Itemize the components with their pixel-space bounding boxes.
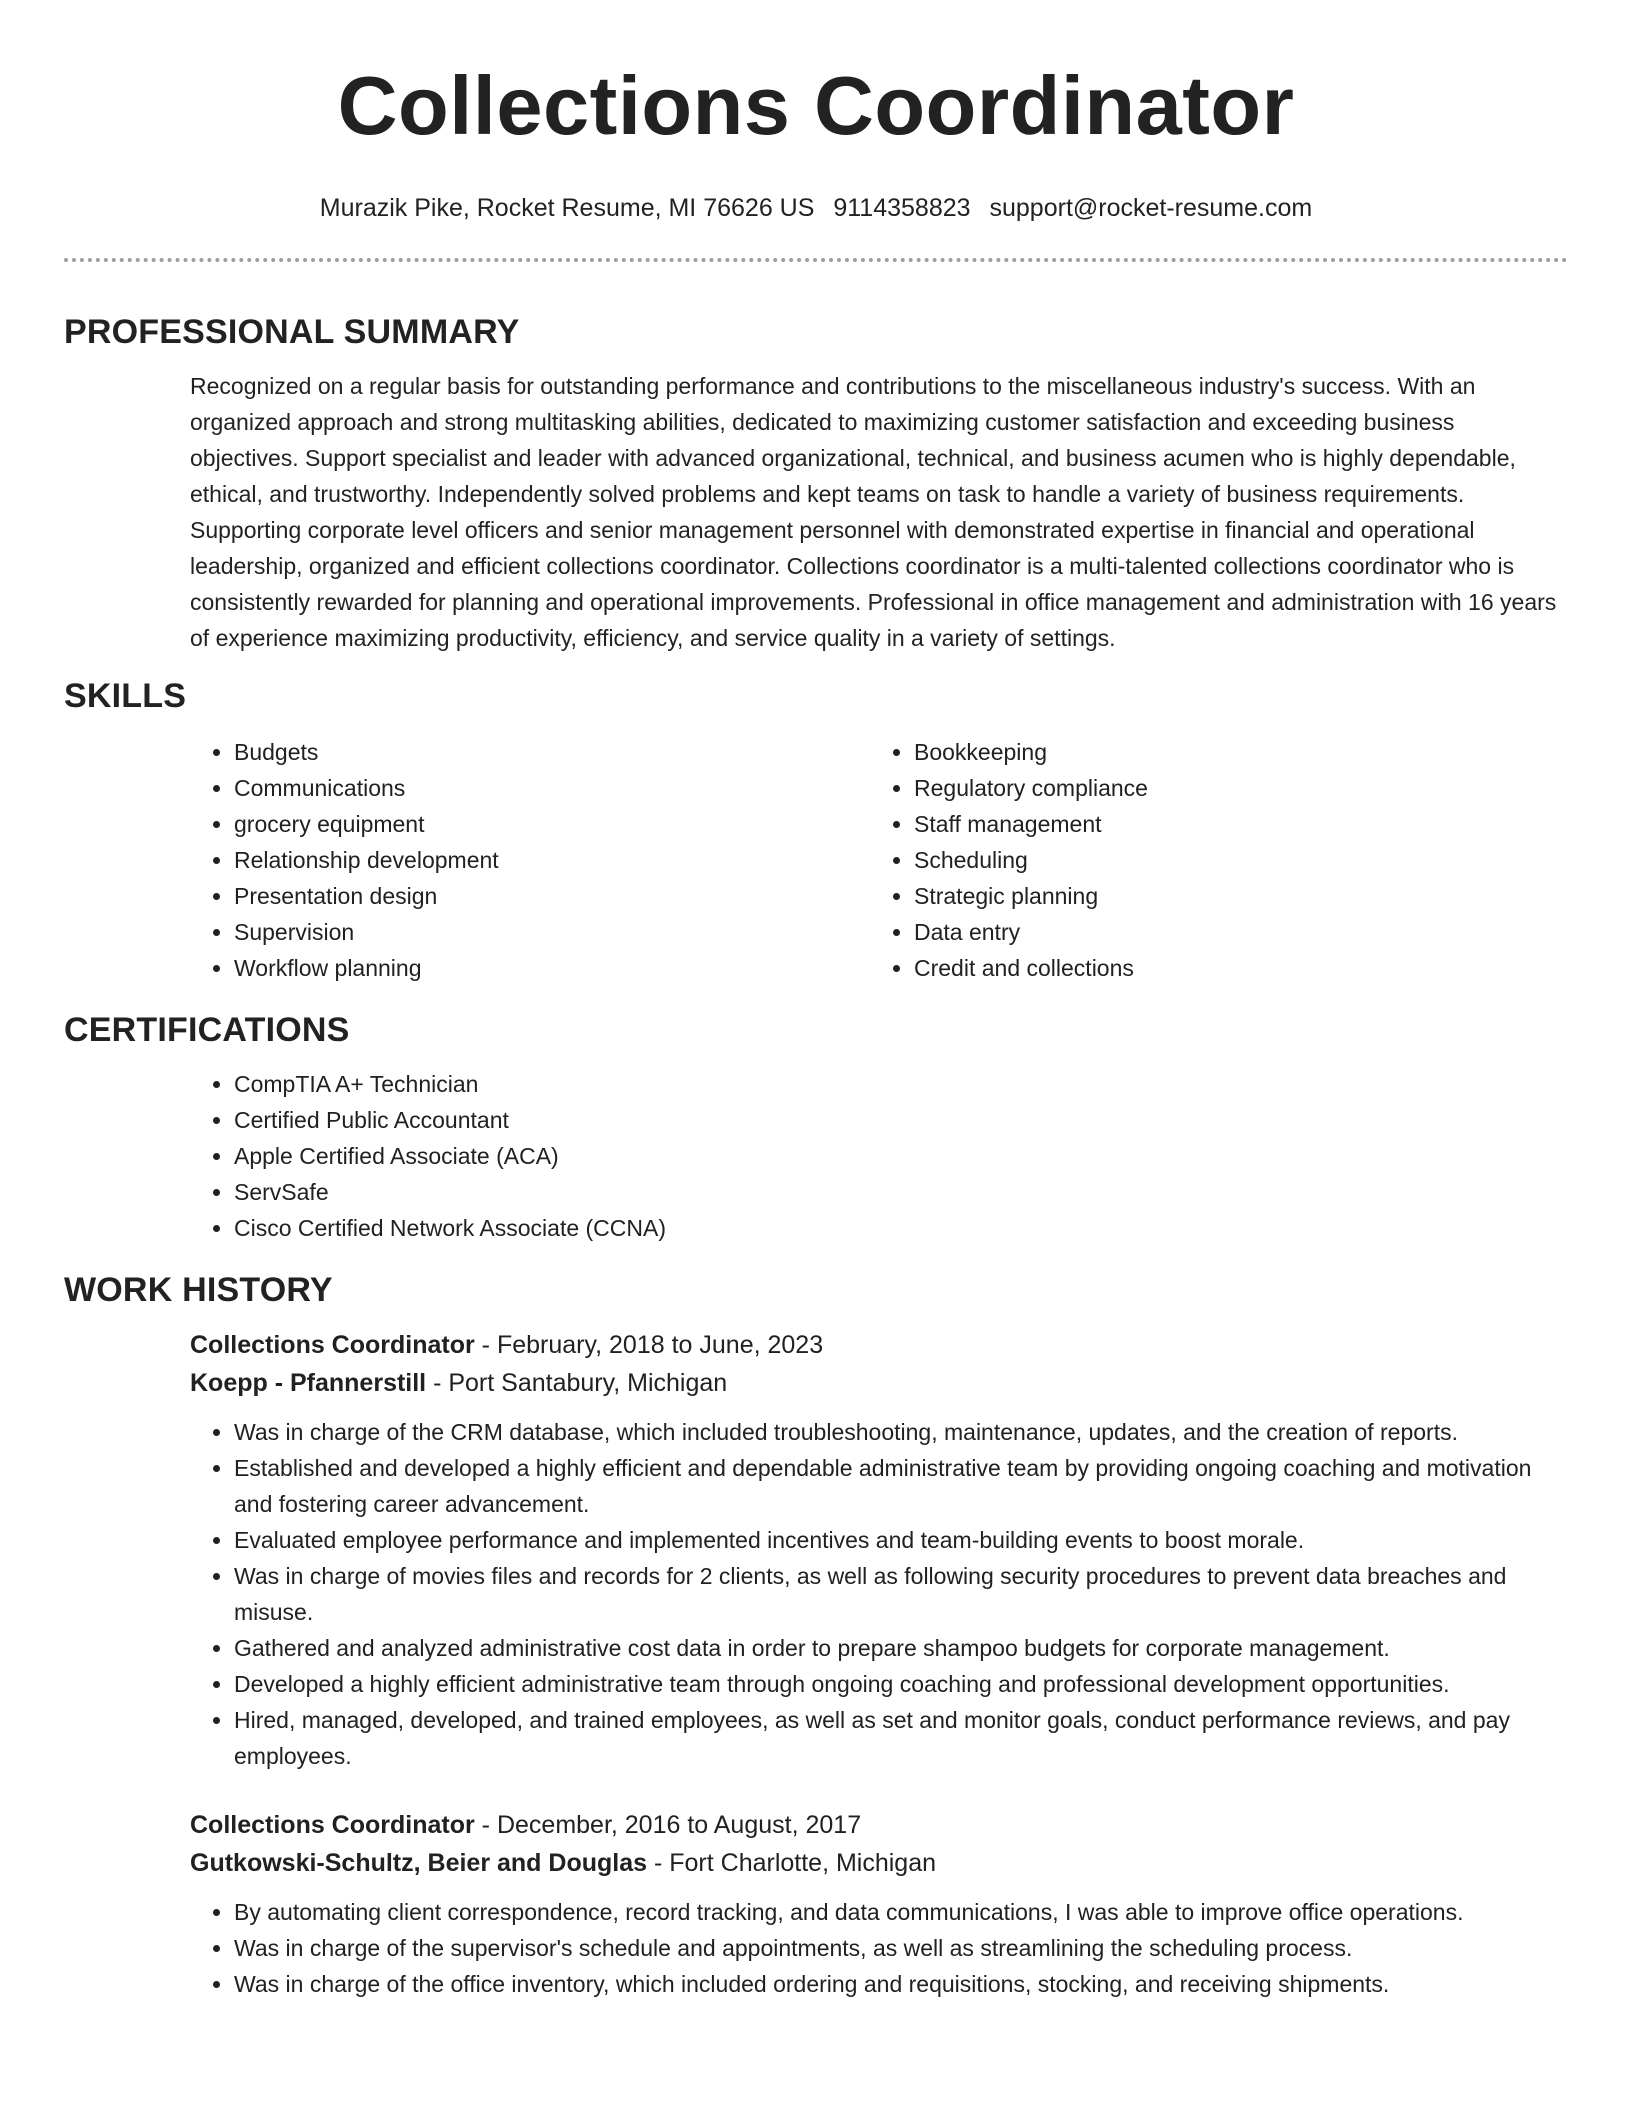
resume-name: Collections Coordinator <box>337 59 1295 152</box>
job-responsibilities <box>190 1414 1568 1774</box>
summary-text: Recognized on a regular basis for outstanding performance and contributions to the miscellaneous industry's success. With an organized approach and strong multitasking abilities, dedicated to maximizing customer satisfaction and exceeding business objectives. Support specialist and leader with advanced organizational, technical, and business acumen who is highly dependable, ethical, and trustworthy. Independently solved problems and kept teams on task to handle a variety of business requirements. Supporting corporate level officers and senior management personnel with demonstrated expertise in financial and operational leadership, organized and efficient collections coordinator. Collections coordinator is a multi-talented collections coordinator who is consistently rewarded for planning and operational improvements. Professional in office management and administration with 16 years of experience maximizing productivity, efficiency, and service quality in a variety of settings. <box>190 373 1557 651</box>
job-bullet: • Was in charge of the office inventory, which included ordering and requisitions, stocking, and receiving shipments. <box>234 1966 1568 2002</box>
job-entry <box>190 1326 1568 1774</box>
job-dates: - February, 2018 to June, 2023 <box>474 1331 824 1359</box>
job-company-line <box>190 1844 1568 1882</box>
job-role: Collections Coordinator <box>190 1331 475 1359</box>
skill-item: • Supervision <box>234 914 870 950</box>
job-location: - Fort Charlotte, Michigan <box>647 1849 937 1877</box>
job-bullet: • Developed a highly efficient administrative team through ongoing coaching and professional development opportunities. <box>234 1666 1568 1702</box>
job-bullet: • By automating client correspondence, record tracking, and data communications, I was able to improve office operations. <box>234 1894 1568 1930</box>
work-history-heading: WORK HISTORY <box>64 1271 333 1309</box>
certification-item: • ServSafe <box>234 1174 1568 1210</box>
job-bullet: • Was in charge of the CRM database, which included troubleshooting, maintenance, updates, and the creation of reports. <box>234 1414 1568 1450</box>
job-bullet: • Established and developed a highly efficient and dependable administrative team by providing ongoing coaching and motivation and fostering career advancement. <box>234 1450 1568 1522</box>
job-bullet: • Was in charge of the supervisor's schedule and appointments, as well as streamlining the scheduling process. <box>234 1930 1568 1966</box>
certifications-heading: CERTIFICATIONS <box>64 1011 350 1049</box>
certification-item: • Certified Public Accountant <box>234 1102 1568 1138</box>
job-role: Collections Coordinator <box>190 1811 475 1839</box>
contact-email: support@rocket-resume.com <box>989 194 1313 222</box>
job-responsibilities <box>190 1894 1568 2002</box>
job-entry <box>190 1806 1568 2002</box>
job-bullet: • Evaluated employee performance and implemented incentives and team-building events to boost morale. <box>234 1522 1568 1558</box>
skill-item: • Communications <box>234 770 870 806</box>
job-bullet: • Gathered and analyzed administrative cost data in order to prepare shampoo budgets for corporate management. <box>234 1630 1568 1666</box>
job-dates: - December, 2016 to August, 2017 <box>474 1811 862 1839</box>
skills-list <box>190 734 1568 986</box>
header-divider <box>64 258 1568 262</box>
job-location: - Port Santabury, Michigan <box>426 1369 728 1397</box>
job-title-line <box>190 1806 1568 1844</box>
resume-page <box>64 0 1568 2002</box>
summary-heading: PROFESSIONAL SUMMARY <box>64 313 520 351</box>
certification-item: • Apple Certified Associate (ACA) <box>234 1138 1568 1174</box>
skills-column-right <box>870 734 1514 986</box>
skills-heading: SKILLS <box>64 677 187 715</box>
skills-column-left <box>190 734 870 986</box>
certification-item: • Cisco Certified Network Associate (CCNA) <box>234 1210 1568 1246</box>
skill-item: • Strategic planning <box>914 878 1514 914</box>
contact-address: Murazik Pike, Rocket Resume, MI 76626 US <box>319 194 815 222</box>
skill-item: • Staff management <box>914 806 1514 842</box>
contact-phone: 9114358823 <box>833 194 971 222</box>
job-bullet: • Was in charge of movies files and records for 2 clients, as well as following security procedures to prevent data breaches and misuse. <box>234 1558 1568 1630</box>
job-title-line <box>190 1326 1568 1364</box>
skill-item: • Relationship development <box>234 842 870 878</box>
job-company: Koepp - Pfannerstill <box>190 1369 427 1397</box>
certification-item: • CompTIA A+ Technician <box>234 1066 1568 1102</box>
skill-item: • Bookkeeping <box>914 734 1514 770</box>
skill-item: • Workflow planning <box>234 950 870 986</box>
skill-item: • Presentation design <box>234 878 870 914</box>
skill-item: • Scheduling <box>914 842 1514 878</box>
certifications-list <box>190 1066 1568 1246</box>
contact-line <box>64 192 1568 224</box>
skill-item: • Data entry <box>914 914 1514 950</box>
skill-item: • Budgets <box>234 734 870 770</box>
job-company-line <box>190 1364 1568 1402</box>
job-company: Gutkowski-Schultz, Beier and Douglas <box>190 1849 648 1877</box>
skill-item: • grocery equipment <box>234 806 870 842</box>
skill-item: • Regulatory compliance <box>914 770 1514 806</box>
skill-item: • Credit and collections <box>914 950 1514 986</box>
job-bullet: • Hired, managed, developed, and trained employees, as well as set and monitor goals, conduct performance reviews, and pay employees. <box>234 1702 1568 1774</box>
